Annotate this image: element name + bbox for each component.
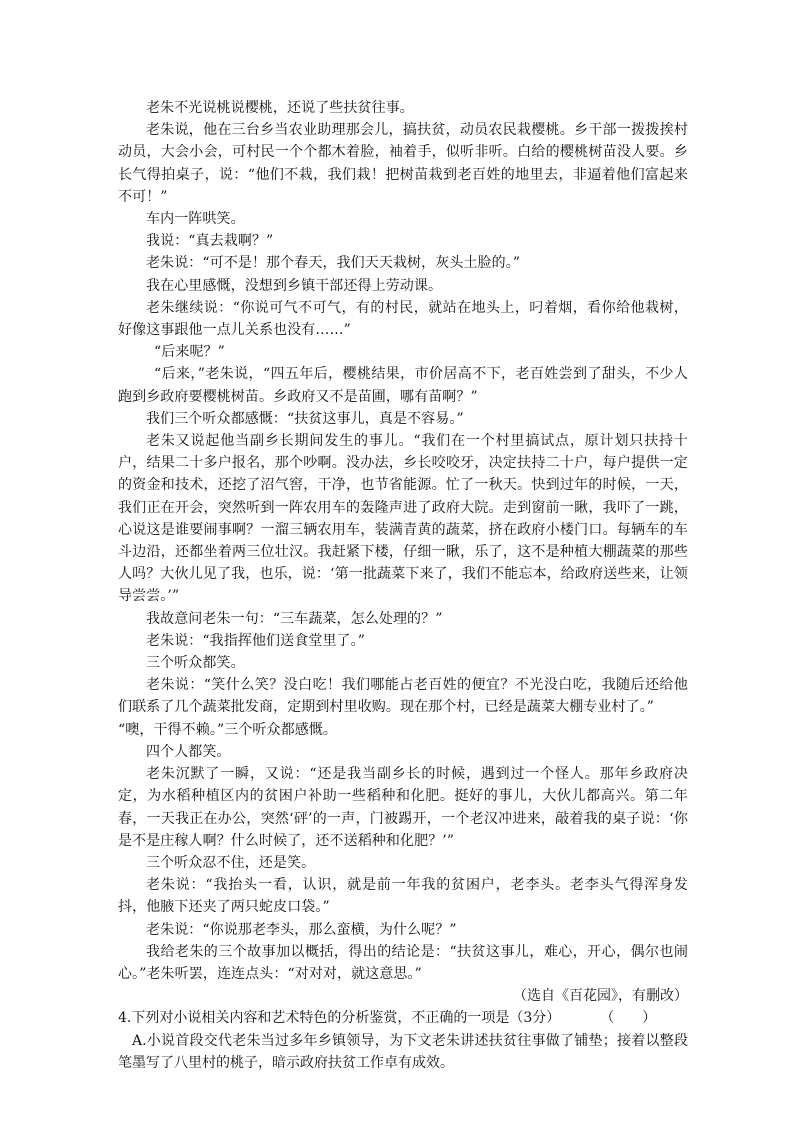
paragraph: 老朱说：“笑什么笑？没白吃！我们哪能占老百姓的便宜？不光没白吃，我随后还给他们联系了几个蔬菜批发商，定期到村里收购。现在那个村，已经是蔬菜大棚专业村了。” xyxy=(118,677,688,716)
paragraph: 老朱说：“你说那老李头，那么蛮横，为什么呢？” xyxy=(146,921,457,938)
paragraph: 老朱说：“我指挥他们送食堂里了。” xyxy=(146,632,366,649)
paragraph: 老朱说：“我抬头一看，认识，就是前一年我的贫困户，老李头。老李头气得浑身发抖，他腋下还夹了两只蛇皮口袋。” xyxy=(118,877,688,916)
paragraph: 老朱继续说：“你说可气不可气，有的村民，就站在地头上，叼着烟，看你给他栽树，好像这事跟他一点儿关系也没有……” xyxy=(118,299,688,339)
paragraph: 老朱说：“可不是！那个春天，我们天天栽树，灰头土脸的。” xyxy=(146,255,521,272)
paragraph: “后来呢？” xyxy=(154,344,225,361)
paragraph: 我们三个听众都感慨：“扶贫这事儿，真是不容易。” xyxy=(146,410,464,427)
option-a: A.小说首段交代老朱当过多年乡镇领导，为下文老朱讲述扶贫往事做了铺垫；接着以整段笔墨写了八里村的桃子，暗示政府扶贫工作卓有成效。 xyxy=(118,1032,688,1071)
paragraph: 我给老朱的三个故事加以概括，得出的结论是：“扶贫这事儿，难心，开心，偶尔也闹心。”老朱听罢，连连点头：“对对对，就这意思。” xyxy=(118,943,688,982)
paragraph: 老朱说，他在三台乡当农业助理那会儿，搞扶贫，动员农民栽樱桃。乡干部一拨拨挨村动员，大会小会，可村民一个个都木着脸，袖着手，似听非听。白给的樱桃树苗没人要。乡长气得拍桌子，说：“他们不栽，我们栽！把树苗栽到老百姓的地里去，非逼着他们富起来不可！” xyxy=(118,122,688,205)
paragraph: 我故意问老朱一句：“三车蔬菜，怎么处理的？” xyxy=(146,610,443,627)
story-body xyxy=(118,97,688,1074)
source-note: （选自《百花园》，有删改） xyxy=(513,988,688,1005)
paragraph: 三个听众都笑。 xyxy=(146,655,245,672)
paragraph: “噢，干得不赖。”三个听众都感慨。 xyxy=(118,721,338,738)
question-4 xyxy=(118,1007,688,1029)
paragraph: 我说：“真去栽啊？” xyxy=(146,233,274,250)
paragraph: “后来，”老朱说，“四五年后，樱桃结果，市价居高不下，老百姓尝到了甜头，不少人跑到乡政府要樱桃树苗。乡政府又不是苗圃，哪有苗啊？” xyxy=(118,366,688,405)
paragraph: 老朱不光说桃说樱桃，还说了些扶贫往事。 xyxy=(146,100,414,116)
paragraph: 老朱又说起他当副乡长期间发生的事儿。“我们在一个村里搞试点，原计划只扶持十户，结果二十多户报名，那个吵啊。没办法，乡长咬咬牙，决定扶持二十户，每户提供一定的资金和技术，还挖了沼气窖，干净，也节省能源。忙了一秋天。快到过年的时候，一天，我们正在开会，突然听到一阵农用车的轰隆声进了政府大院。走到窗前一瞅，我吓了一跳，心说这是谁要闹事啊？一溜三辆农用车，装满青黄的蔬菜，挤在政府小楼门口。每辆车的车斗边沿，还都坐着两三位壮汉。我赶紧下楼，仔细一瞅，乐了，这不是种植大棚蔬菜的那些人吗？大伙儿见了我，也乐，说：‘第一批蔬菜下来了，我们不能忘本，给政府送些来，让领导尝尝。’” xyxy=(118,433,688,605)
paragraph: 三个听众忍不住，还是笑。 xyxy=(146,854,316,871)
paragraph: 老朱沉默了一瞬，又说：“还是我当副乡长的时候，遇到过一个怪人。那年乡政府决定，为水稻种植区内的贫困户补助一些稻种和化肥。挺好的事儿，大伙儿都高兴。第二年春，一天我正在办公，突然‘砰’的一声，门被踢开，一个老汉冲进来，敲着我的桌子说：‘你是不是庄稼人啊？什么时候了，还不送稻种和化肥？’” xyxy=(118,766,688,849)
question-text: 4.下列对小说相关内容和艺术特色的分析鉴赏，不正确的一项是（3分） xyxy=(118,1010,561,1027)
paragraph: 我在心里感慨，没想到乡镇干部还得上劳动课。 xyxy=(146,277,443,294)
answer-blank: （ ） xyxy=(600,1010,657,1027)
paragraph: 车内一阵哄笑。 xyxy=(146,211,245,228)
paragraph: 四个人都笑。 xyxy=(146,743,231,760)
